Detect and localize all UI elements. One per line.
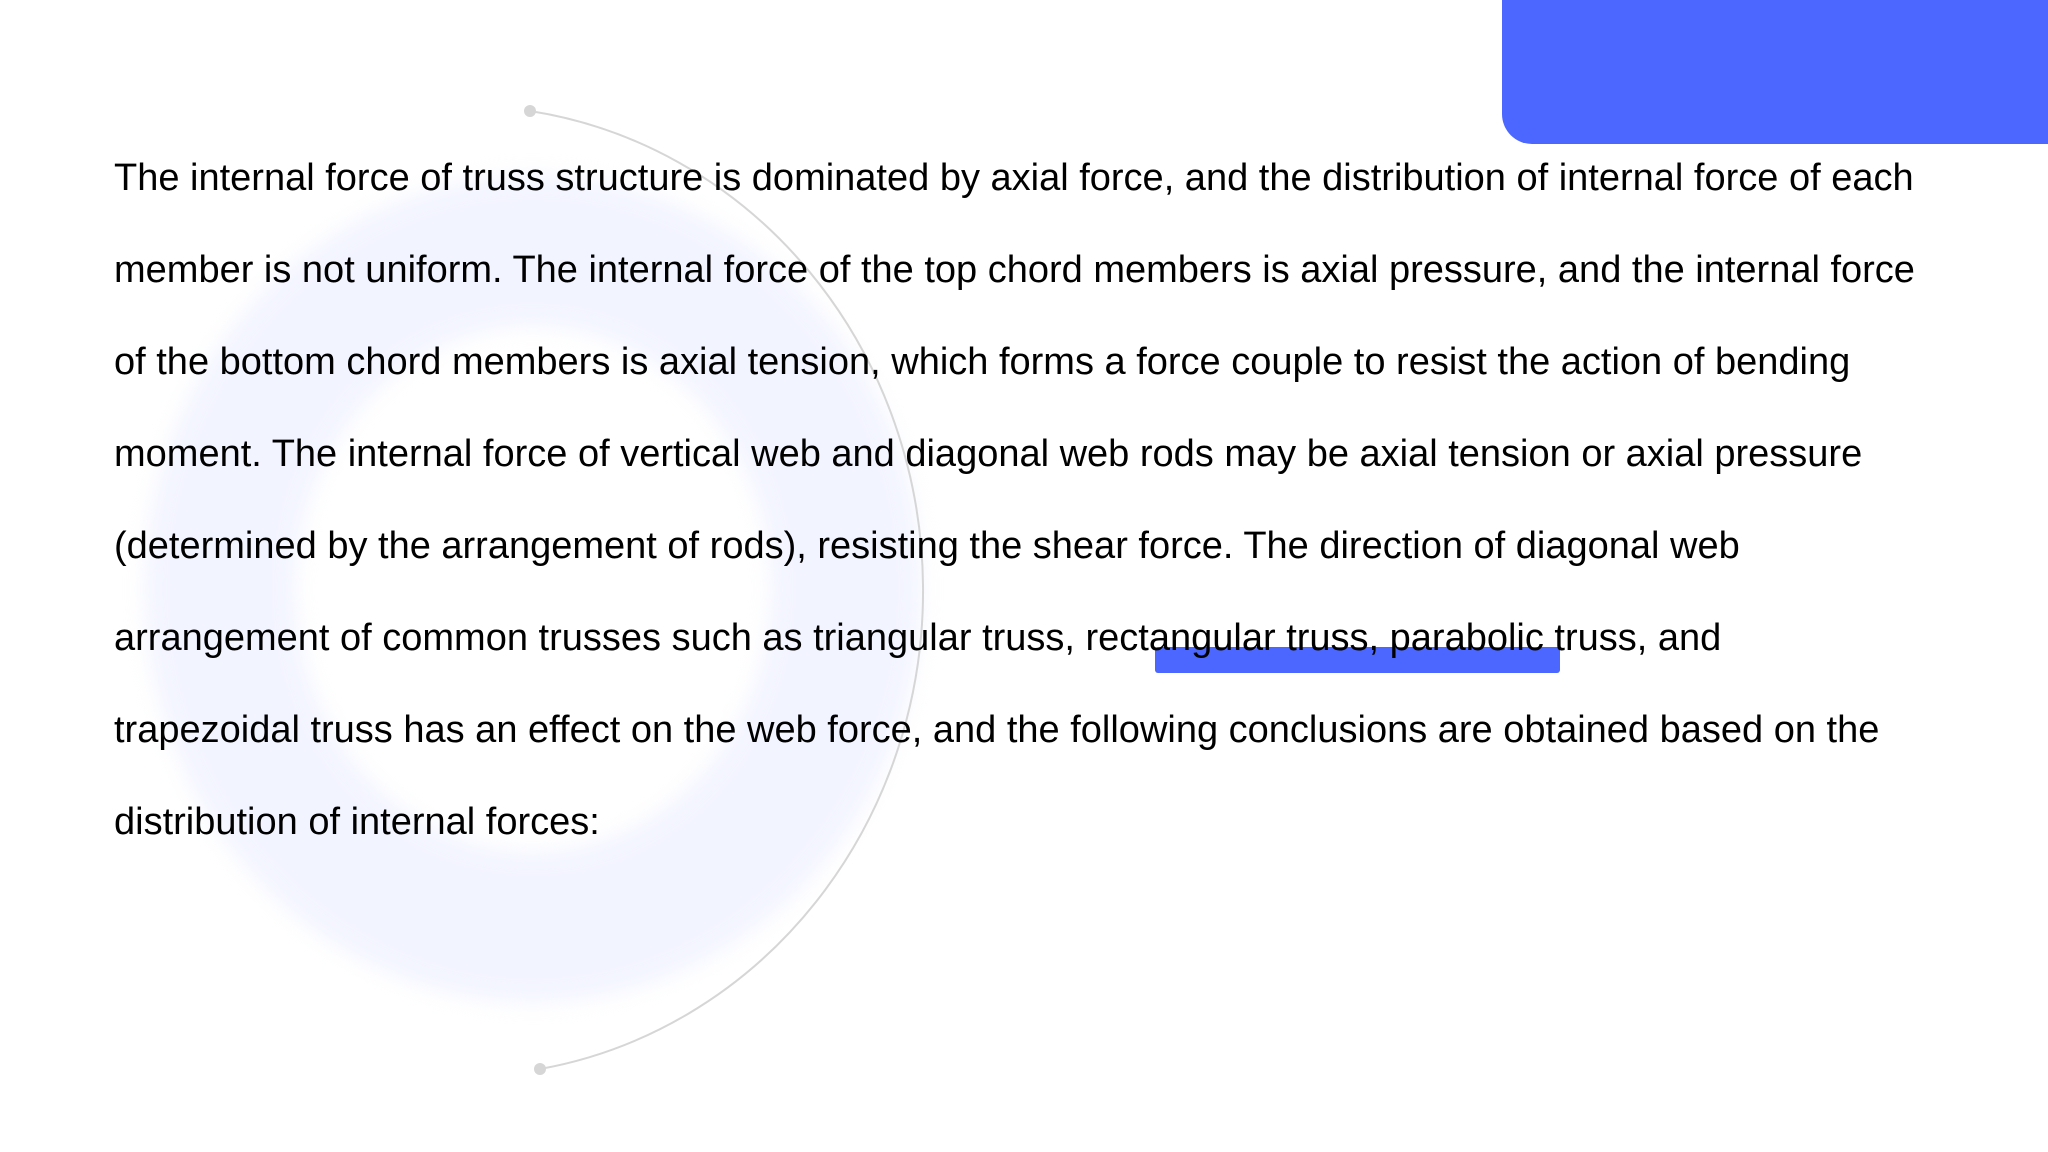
arc-dot-top (524, 105, 536, 117)
corner-accent-block (1502, 0, 2048, 144)
body-line-3: of the bottom chord members is axial tension, which forms a force couple to resist the action of bending (114, 341, 1851, 383)
body-line-1: The internal force of truss structure is dominated by axial force, and the distribution of internal force of each (114, 157, 1914, 199)
body-paragraph (114, 132, 1944, 868)
body-line-2: member is not uniform. The internal force of the top chord members is axial pressure, and the internal force (114, 249, 1915, 291)
body-line-4: moment. The internal force of vertical web and diagonal web rods may be axial tension or axial pressure (114, 433, 1863, 475)
body-line-5: (determined by the arrangement of rods), resisting the shear force. The direction of diagonal web (114, 525, 1740, 567)
body-line-8: distribution of internal forces: (114, 801, 600, 843)
body-line-6: arrangement of common trusses such as triangular truss, rectangular truss, parabolic truss, and (114, 617, 1722, 659)
arc-dot-bottom (534, 1063, 546, 1075)
body-line-7: trapezoidal truss has an effect on the web force, and the following conclusions are obtained based on the (114, 709, 1880, 751)
